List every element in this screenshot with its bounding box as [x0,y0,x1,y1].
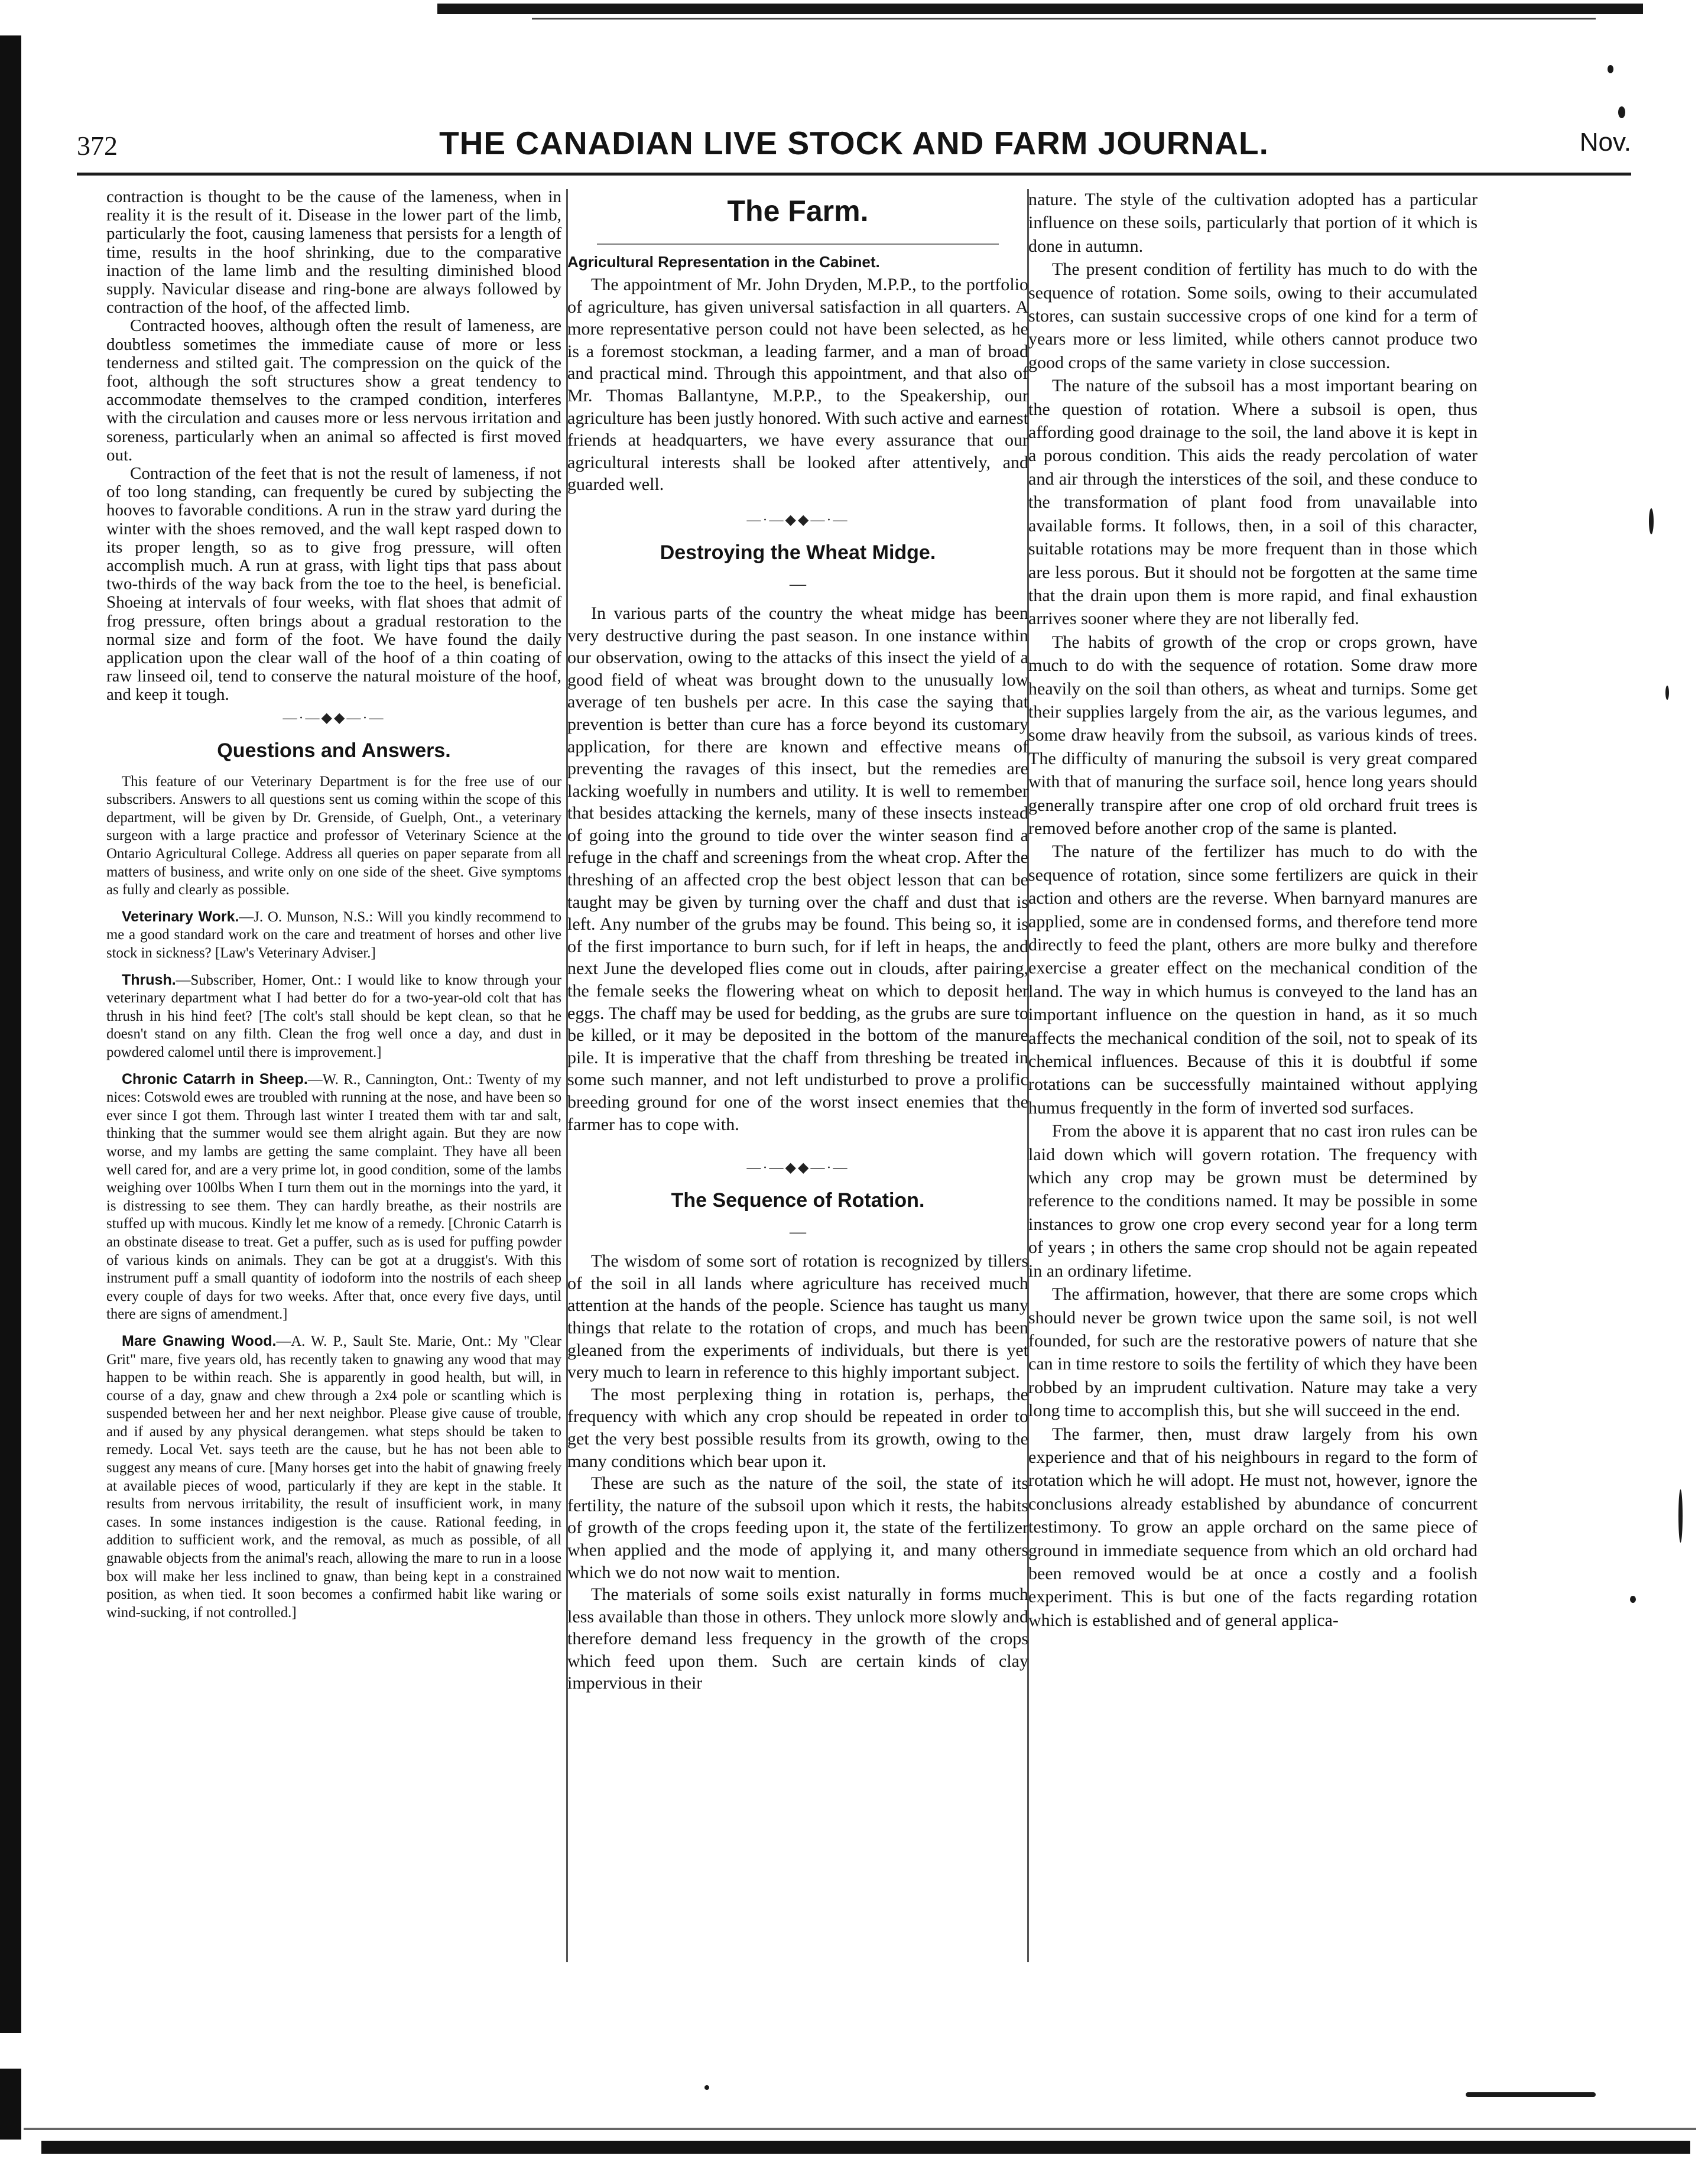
section-ornament: —·—◆◆—·— [746,512,849,528]
body-paragraph: contraction is thought to be the cause of the lameness, when in reality it is the result of it. Disease in the lower part of the limb, particularly the foot, causing lameness that persists for a length of time, results in the hoof shrinking, due to the comparative inaction of the lame limb and the resulting diminished blood supply. Navicular disease and ring-bone are always followed by contraction of the hoof, of the affected limb. [106,187,561,317]
left-scan-edge [0,35,21,2140]
qa-item-text: —J. O. Munson, N.S.: Will you kindly recommend to me a good standard work on the care and treatment of horses and other live stock in sickness? [Law's Veterinary Adviser.] [106,908,561,962]
body-paragraph: The affirmation, however, that there are some crops which should never be grown twice upon the same soil, is not well founded, for such are the restorative powers of nature that she can in time restore to soils the fertility of which they have been robbed by an imprudent cultivation. Nature may take a very long time to accomplish this, but she will succeed in the end. [1028,1284,1478,1421]
issue-month: Nov. [1579,128,1631,157]
scan-speck [1608,65,1613,73]
qa-item [106,1070,561,1324]
body-paragraph: The materials of some soils exist naturally in forms much less available than those in others. They unlock more slowly and therefore demand less frequency in the growth of the crops which feed upon them. Such are certain kinds of clay impervious in their [567,1585,1028,1693]
scan-speck [1466,2092,1596,2097]
body-paragraph: Contraction of the feet that is not the result of lameness, if not of too long standing, can frequently be cured by subjecting the hooves to favorable conditions. A run in the straw yard during the winter with the shoes removed, and the wall kept rasped down to its proper length, so as to give frog pressure, will often accomplish much. A run at grass, with light tips that pass about two-thirds of the way back from the toe to the heel, is beneficial. Shoeing at intervals of four weeks, with flat shoes that admit of frog pressure, often brings about a gradual restoration to the normal size and form of the foot. We have found the daily application upon the clear wall of the hoof of a thin coating of raw linseed oil, tend to conserve the natural moisture of the hoof, and keep it tough. [106,464,561,705]
qa-item [106,971,561,1062]
body-paragraph: The appointment of Mr. John Dryden, M.P.P., to the portfolio of agriculture, has given universal satisfaction in all quarters. A more representative person could not have been selected, as he is a foremost stockman, a leading farmer, and a man of broad and practical mind. Through this appointment, and that also of Mr. Thomas Ballantyne, M.P.P., to the Speakership, our agriculture has been justly honored. With such active and earnest friends at headquarters, we have every assurance that our agricultural interests shall be looked after attentively, and guarded well. [567,275,1028,495]
article-heading: Agricultural Representation in the Cabinet. [567,253,880,271]
scan-speck [1649,508,1654,534]
header-rule [77,173,1631,176]
title-dash: — [790,1223,806,1242]
article-title: The Sequence of Rotation. [671,1189,925,1212]
bottom-border [41,2141,1690,2154]
body-paragraph: These are such as the nature of the soil, the state of its fertility, the nature of the subsoil upon which it rests, the habits of growth of the crops feeding upon it, the state of the fertilizer when applied and the mode of applying it, and many others which we do not now wait to mention. [567,1473,1028,1582]
body-paragraph: From the above it is apparent that no cast iron rules can be laid down which will govern rotation. The frequency with which any crop may be grown must be determined by reference to the conditions named. It may be possible in some instances to grow one crop every second year for a long term of years ; in others the same crop should not be again repeated in an ordinary lifetime. [1028,1121,1478,1281]
qa-item [106,1332,561,1622]
qa-item-text: —Subscriber, Homer, Ont.: I would like to know through your veterinary department what I had better do for a two-year-old colt that has thrush in his hind feet? [The colt's stall should be kept clean, so that he doesn't stand on any filth. Clean the frog well once a day, and dust in powdered calomel until there is improvement.] [106,972,561,1060]
body-paragraph: In various parts of the country the wheat midge has been very destructive during the past season. In one instance within our observation, owing to the attacks of this insect the yield of a good field of wheat was brought down to the unusually low average of ten bushels per acre. In this case the saying that prevention is better than cure has a force beyond its customary application, for there are known and effective means of preventing the ravages of this insect, but the remedies are lacking woefully in numbers and utility. It is well to remember that besides attacking the kernels, many of these insects instead of going into the ground to tide over the winter season find a refuge in the chaff and screenings from the wheat crop. After the threshing of an affected crop the best object lesson that can be taught may be given by turning over the chaff and dust that is left. Any number of the grubs may be found. This being so, it is of the first importance to burn such, for if left in heaps, the and next June the developed flies come out in clouds, after pairing, the female seeks the flowering wheat on which to deposit her eggs. The chaff may be used for bedding, as the grubs are sure to be killed, or it may be deposited in the bottom of the manure pile. It is imperative that the chaff from threshing be treated in some such manner, and not left undisturbed to prove a prolific breeding ground for one of the worst insect enemies that the farmer has to cope with. [567,603,1028,1134]
bottom-border-thin [24,2128,1696,2130]
body-paragraph: The nature of the fertilizer has much to do with the sequence of rotation, since some fertilizers are quick in their action and others are the reverse. When barnyard manures are applied, some are in condensed forms, and therefore tend more directly to feed the plant, others are more bulky and therefore exercise a greater effect on the mechanical condition of the land. The way in which humus is conveyed to the land has an important influence on the question in hand, as it so much affects the mechanical condition of the soil, not to speak of its chemical influences. Because of this it is doubtful if some rotations can be successfully maintained without applying humus frequently in the form of inverted sod surfaces. [1028,842,1478,1118]
journal-title: THE CANADIAN LIVE STOCK AND FARM JOURNAL. [439,125,1269,161]
column-1 [106,188,561,1622]
body-paragraph: The wisdom of some sort of rotation is recognized by tillers of the soil in all lands where agriculture has received much attention at the hands of the people. Science has taught us many things that relate to the rotation of crops, and much has been gleaned from the experiments of individuals, but there is yet very much to learn in reference to this highly important subject. [567,1251,1028,1382]
qa-item-title: Veterinary Work. [122,908,239,925]
body-paragraph: The farmer, then, must draw largely from his own experience and that of his neighbours in regard to the form of rotation which he will adopt. He must not, however, ignore the conclusions already established by abundance of concurrent testimony. To grow an apple orchard on the same piece of ground in immediate sequence from which an old orchard had been removed would be at once a costly and a foolish experiment. This is but one of the facts regarding rotation which is established and of general applica- [1028,1424,1478,1630]
section-ornament: —·—◆◆—·— [282,710,385,726]
scan-speck [1665,686,1669,700]
column-2 [567,188,1028,1694]
body-paragraph: Contracted hooves, although often the result of lameness, are doubtless sometimes the immediate cause of more or less tenderness and stilted gait. The compression on the quick of the foot, although the soft structures show a great tendency to accommodate themselves to the cramped condition, interferes with the circulation and causes more or less nervous irritation and soreness, particularly when an animal so affected is first moved out. [106,316,561,465]
qa-item [106,908,561,963]
qa-item-title: Thrush. [122,971,176,988]
title-dash: — [790,574,806,593]
qa-item-text: —W. R., Cannington, Ont.: Twenty of my nices: Cotswold ewes are troubled with running at the nose, and have been so ever since I got them. Through last winter I treated them with tar and salt, thinking that the summer would see them alright again. But they are now worse, and my lambs are getting the same complaint. They have all been well cared for, and are a very prime lot, in good condition, some of the lambs weighing over 100lbs When I turn them out in the mornings into the yard, it is distressing to see them. They can hardly breathe, as their nostrils are stuffed up with mucous. Kindly let me know of a remedy. [Chronic Catarrh is an obstinate disease to treat. Get a puffer, such as is used for puffing powder of various kinds on animals. They can be got at a druggist's. With this instrument puff a small quantity of iodoform into the nostrils of each sheep every couple of days for two weeks. After that, once every five days, until there are signs of amendment.] [106,1071,561,1323]
qa-item-title: Mare Gnawing Wood. [122,1332,277,1349]
body-paragraph: The present condition of fertility has much to do with the sequence of rotation. Some soils, owing to their accumulated stores, can sustain successive crops of one kind for a term of years more or less limited, while others cannot produce two good crops of the same variety in close succession. [1028,259,1478,372]
qa-item-title: Chronic Catarrh in Sheep. [122,1070,308,1088]
qa-heading: Questions and Answers. [217,739,451,762]
column-3 [1028,188,1478,1632]
body-paragraph: The nature of the subsoil has a most important bearing on the question of rotation. Where a subsoil is open, thus affording good drainage to the soil, the land above it is kept in a porous condition. This aids the ready percolation of water and air through the interstices of the soil, and these conduce to the transformation of plant food from unavailable into available forms. It follows, then, in a soil of this character, suitable rotations may be more frequent than in those which are less porous. But it should not be forgotten at the same time that the drain upon them is more rapid, and final exhaustion arrives sooner where they are not liberally fed. [1028,376,1478,629]
page-number: 372 [77,131,118,161]
scan-speck [1678,1489,1683,1543]
scan-speck [1618,106,1625,118]
section-title-farm: The Farm. [727,194,869,228]
article-title: Destroying the Wheat Midge. [660,541,936,564]
body-paragraph: nature. The style of the cultivation adopted has a particular influence on these soils, particularly that portion of it which is done in autumn. [1028,190,1478,256]
qa-intro: This feature of our Veterinary Department is for the free use of our subscribers. Answers to all questions sent us coming within the scope of this department, will be given by Dr. Grenside, of Guelph, Ont., a veterinary surgeon with a large practice and professor of Veterinary Science at the Ontario Agricultural College. Address all queries on paper separate from all matters of business, and write only on one side of the sheet. Give symptoms as fully and clearly as possible. [106,773,561,898]
title-rule [597,244,999,245]
body-paragraph: The habits of growth of the crop or crops grown, have much to do with the sequence of rotation. Some draw more heavily on the soil than others, as wheat and turnips. Some get their supplies largely from the air, as the various legumes, and some draw heavily from the subsoil, as various kinds of trees. The difficulty of manuring the subsoil is very great compared with that of manuring the surface soil, hence long years should generally transpire after one crop of old orchard fruit trees is removed before another crop of the same is planted. [1028,632,1478,838]
section-ornament: —·—◆◆—·— [746,1160,849,1176]
page-header [77,124,1631,165]
qa-item-text: —A. W. P., Sault Ste. Marie, Ont.: My "Clear Grit" mare, five years old, has recently taken to gnawing any wood that may happen to be within reach. She is apparently in good health, but will, in course of a day, gnaw and chew through a 2x4 pole or scantling which is suspended between her and her next neighbor. Please give cause of trouble, and if aused by any physical derangemen. what steps should be taken to remedy. Local Vet. says teeth are the cause, but he has not been able to suggest any means of cure. [Many horses get into the habit of gnawing freely at available pieces of wood, particularly if they are kept in the stable. It results from nervous irritability, the result of insufficient work, in many cases. In some instances indigestion is the cause. Rational feeding, in addition to sufficient work, and the removal, as much as possible, of all gnawable objects from the animal's reach, allowing the mare to run in a loose box will make her less inclined to gnaw, than being kept in a constrained position, as when tied. It soon becomes a confirmed habit like waring or wind-sucking, if not controlled.] [106,1333,561,1621]
top-border [437,4,1643,14]
scan-speck [704,2085,709,2090]
body-paragraph: The most perplexing thing in rotation is, perhaps, the frequency with which any crop should be repeated in order to get the very best possible results from its growth, owing to the many conditions which bear upon it. [567,1384,1028,1471]
scan-speck [1630,1596,1636,1603]
top-border-thin [532,18,1596,20]
